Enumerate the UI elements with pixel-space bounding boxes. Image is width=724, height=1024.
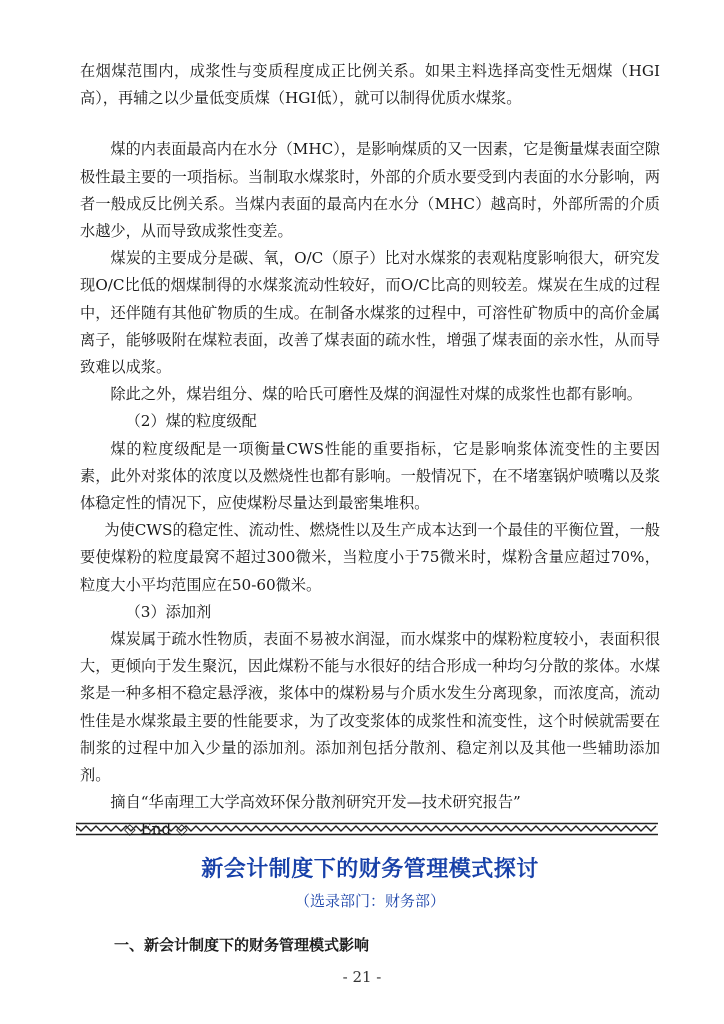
paragraph-coal-rank: 在烟煤范围内，成浆性与变质程度成正比例关系。如果主料选择高变性无烟煤（HGI高），再辅之以少量低变质煤（HGI低），就可以制得优质水煤浆。	[80, 62, 660, 108]
article-title: 新会计制度下的财务管理模式探讨	[201, 857, 539, 882]
wavy-divider	[76, 820, 658, 839]
subheading-particle-size: （2）煤的粒度级配	[125, 412, 257, 431]
page-number: - 21 -	[342, 968, 382, 986]
subheading-additives: （3）添加剂	[125, 602, 212, 621]
paragraph-other-factors: 除此之外，煤岩组分、煤的哈氏可磨性及煤的润湿性对煤的成浆性也都有影响。	[110, 385, 642, 404]
paragraph-additives: 煤炭属于疏水性物质，表面不易被水润湿，而水煤浆中的煤粉粒度较小，表面积很大，更倾向于发生聚沉，因此煤粉不能与水很好的结合形成一种均匀分散的浆体。水煤浆是一种多相不稳定悬浮液，浆体中的煤粉易与介质水发生分离现象，而浓度高，流动性佳是水煤浆最主要的性能要求，为了改变浆体的成浆性和流变性，这个时候就需要在制浆的过程中加入少量的添加剂。添加剂包括分散剂、稳定剂以及其他一些辅助添加剂。	[80, 630, 660, 785]
paragraph-cws-balance: 为使CWS的稳定性、流动性、燃烧性以及生产成本达到一个最佳的平衡位置，一般要使煤粉的粒度最窝不超过300微米，当粒度小于75微米时，煤粉含量应超过70%，粒度大小平均范围应在50-60微米。	[80, 521, 660, 594]
paragraph-particle-size: 煤的粒度级配是一项衡量CWS性能的重要指标，它是影响浆体流变性的主要因素，此外对浆体的浓度以及燃烧性也都有影响。一般情况下，在不堵塞锅炉喷嘴以及浆体稳定性的情况下，应使煤粉尽量达到最密集堆积。	[80, 439, 660, 513]
article-subtitle: （选录部门：财务部）	[294, 892, 445, 910]
divider-zigzag	[76, 826, 656, 831]
paragraph-mhc: 煤的内表面最高内在水分（MHC），是影响煤质的又一因素，它是衡量煤表面空隙极性最主要的一项指标。当制取水煤浆时，外部的介质水要受到内表面的水分影响，两者一般成反比例关系。当煤内表面的最高内在水分（MHC）越高时，外部所需的介质水越少，从而导致成浆性变差。	[80, 140, 660, 241]
section-heading: 一、新会计制度下的财务管理模式影响	[114, 936, 370, 954]
paragraph-gap	[80, 112, 660, 136]
end-label: End	[140, 820, 172, 839]
diamond-icon-left: ◇	[124, 820, 136, 839]
diamond-icon-right: ◇	[175, 820, 188, 839]
source-citation: 摘自“华南理工大学高效环保分散剂研究开发—技术研究报告”	[110, 793, 521, 812]
body-text	[80, 58, 660, 844]
paragraph-oc-ratio: 煤炭的主要成分是碳、氧，O/C（原子）比对水煤浆的表观粘度影响很大，研究发现O/C比低的烟煤制得的水煤浆流动性较好，而O/C比高的则较差。煤炭在生成的过程中，还伴随有其他矿物质的生成。在制备水煤浆的过程中，可溶性矿物质中的高价金属离子，能够吸附在煤粒表面，改善了煤表面的疏水性，增强了煤表面的亲水性，从而导致难以成浆。	[80, 249, 660, 377]
